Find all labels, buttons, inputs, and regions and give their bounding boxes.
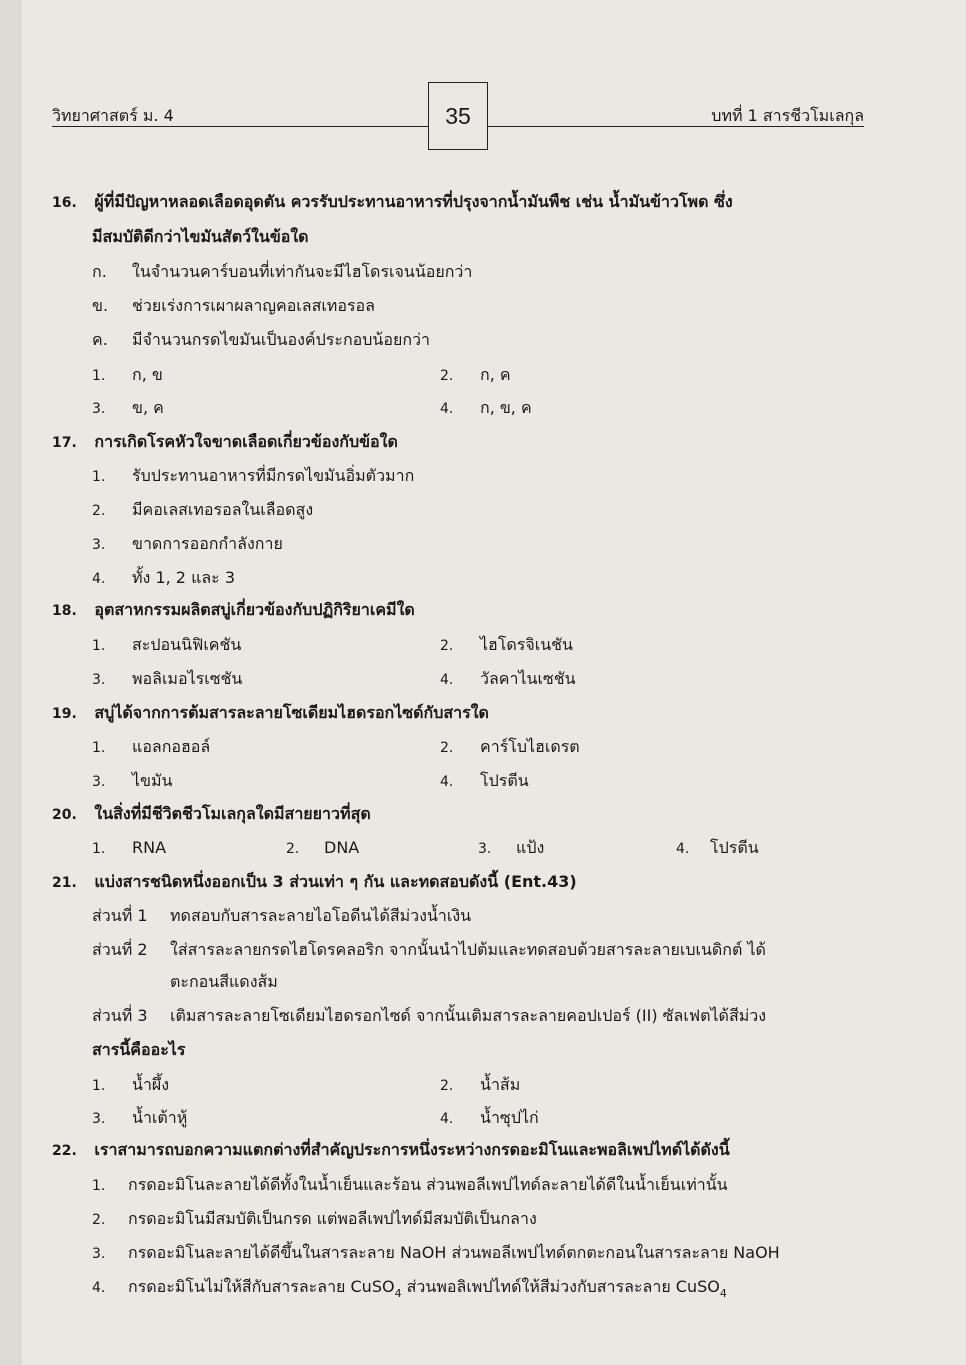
item-text: ช่วยเร่งการเผาผลาญคอเลสเทอรอล <box>132 296 375 315</box>
choice-text-part: ส่วนพอลิเพปไทด์ให้สีม่วงกับสารละลาย CuSO <box>401 1277 720 1296</box>
choice-4[interactable] <box>440 771 529 792</box>
choice-number: 1. <box>92 368 106 384</box>
choice-3[interactable] <box>478 838 545 859</box>
choice-text: รับประทานอาหารที่มีกรดไขมันอิ่มตัวมาก <box>132 466 415 485</box>
choice-text: มีคอเลสเทอรอลในเลือดสูง <box>132 500 314 519</box>
question-text: อุตสาหกรรมผลิตสบู่เกี่ยวข้องกับปฏิกิริยาเคมีใด <box>94 600 415 619</box>
choice-number: 2. <box>440 1078 454 1094</box>
choice-number: 4. <box>440 774 454 790</box>
question-number: 20. <box>52 807 77 823</box>
choice-number: 2. <box>286 841 300 857</box>
choice-number: 1. <box>92 469 106 485</box>
choice-4[interactable] <box>440 669 576 690</box>
question-number: 18. <box>52 603 77 619</box>
choice-text: วัลคาไนเซชัน <box>480 669 576 688</box>
choice-4[interactable] <box>676 838 759 859</box>
choice-text: ไฮโดรจิเนชัน <box>480 635 573 654</box>
question-17 <box>52 432 398 453</box>
question-text: การเกิดโรคหัวใจขาดเลือดเกี่ยวข้องกับข้อใด <box>94 432 398 451</box>
choice-number: 2. <box>440 638 454 654</box>
part-label: ส่วนที่ 1 <box>92 906 148 925</box>
choice-number: 1. <box>92 841 106 857</box>
choice-text: กรดอะมิโนมีสมบัติเป็นกรด แต่พอลีเพปไทด์มีสมบัติเป็นกลาง <box>128 1209 537 1228</box>
choice-2[interactable] <box>92 500 314 521</box>
question-number: 19. <box>52 706 77 722</box>
choice-text <box>128 1277 727 1304</box>
question-20 <box>52 804 371 825</box>
test-part-1 <box>92 906 472 926</box>
choice-number: 4. <box>440 401 454 417</box>
choice-1[interactable] <box>92 838 167 859</box>
choice-text: น้ำเต้าหู้ <box>132 1108 188 1127</box>
question-21-prompt: สารนี้คืออะไร <box>92 1040 186 1059</box>
question-number: 16. <box>52 195 77 211</box>
choice-1[interactable] <box>92 635 242 656</box>
choice-2[interactable] <box>440 1075 521 1096</box>
choice-number: 1. <box>92 1078 106 1094</box>
question-text: สบู่ได้จากการต้มสารละลายโซเดียมไฮดรอกไซด์กับสารใด <box>94 703 489 722</box>
part-label: ส่วนที่ 2 <box>92 940 148 959</box>
choice-number: 3. <box>92 537 106 553</box>
choice-2[interactable] <box>440 365 511 386</box>
choice-3[interactable] <box>92 1243 780 1264</box>
part-text: ใส่สารละลายกรดไฮโดรคลอริก จากนั้นนำไปต้มและทดสอบด้วยสารละลายเบเนดิกต์ ได้ <box>170 940 766 959</box>
choice-number: 1. <box>92 740 106 756</box>
test-part-2 <box>92 940 766 960</box>
question-text: ผู้ที่มีปัญหาหลอดเลือดอุดตัน ควรรับประทานอาหารที่ปรุงจากน้ำมันพืช เช่น น้ำมันข้าวโพด ซึ่ง <box>94 192 733 211</box>
choice-2[interactable] <box>92 1209 537 1230</box>
choice-text: RNA <box>132 838 167 857</box>
choice-number: 3. <box>92 1246 106 1262</box>
part-label: ส่วนที่ 3 <box>92 1006 148 1025</box>
question-text: เราสามารถบอกความแตกต่างที่สำคัญประการหนึ่งระหว่างกรดอะมิโนและพอลิเพปไทด์ได้ดังนี้ <box>94 1140 730 1159</box>
question-text: แบ่งสารชนิดหนึ่งออกเป็น 3 ส่วนเท่า ๆ กัน และทดสอบดังนี้ (Ent.43) <box>94 872 577 891</box>
choice-number: 4. <box>440 672 454 688</box>
item-text: มีจำนวนกรดไขมันเป็นองค์ประกอบน้อยกว่า <box>132 330 430 349</box>
choice-text: กรดอะมิโนละลายได้ดีขึ้นในสารละลาย NaOH ส่วนพอลีเพปไทด์ตกตะกอนในสารละลาย NaOH <box>128 1243 780 1262</box>
subscript: 4 <box>394 1287 402 1300</box>
choice-1[interactable] <box>92 365 163 386</box>
choice-text: น้ำผึ้ง <box>132 1075 170 1094</box>
test-part-2-cont: ตะกอนสีแดงส้ม <box>170 972 278 991</box>
item-label: ข. <box>92 296 109 315</box>
statement-item <box>92 296 375 316</box>
choice-3[interactable] <box>92 771 173 792</box>
choice-number: 4. <box>440 1111 454 1127</box>
choice-number: 4. <box>92 571 106 587</box>
question-number: 21. <box>52 875 77 891</box>
part-text: ทดสอบกับสารละลายไอโอดีนได้สีม่วงน้ำเงิน <box>170 906 472 925</box>
choice-text: น้ำซุปไก่ <box>480 1108 539 1127</box>
choice-3[interactable] <box>92 398 164 419</box>
statement-item <box>92 262 473 282</box>
statement-item <box>92 330 430 350</box>
choice-text: DNA <box>324 838 360 857</box>
choice-number: 4. <box>676 841 690 857</box>
choice-text: ขาดการออกกำลังกาย <box>132 534 283 553</box>
choice-3[interactable] <box>92 1108 188 1129</box>
choice-text: ก, ค <box>480 365 511 384</box>
choice-1[interactable] <box>92 737 211 758</box>
choice-4[interactable] <box>440 1108 539 1129</box>
choice-1[interactable] <box>92 1075 170 1096</box>
choice-number: 3. <box>92 774 106 790</box>
test-part-3 <box>92 1006 767 1026</box>
item-label: ค. <box>92 330 108 349</box>
choice-text: ไขมัน <box>132 771 173 790</box>
page-number-text: 35 <box>445 102 471 129</box>
choice-2[interactable] <box>286 838 360 859</box>
item-label: ก. <box>92 262 107 281</box>
choice-number: 4. <box>92 1280 106 1296</box>
choice-text: ทั้ง 1, 2 และ 3 <box>132 568 236 587</box>
choice-number: 2. <box>92 1212 106 1228</box>
question-22 <box>52 1140 730 1161</box>
question-number: 22. <box>52 1143 77 1159</box>
choice-text: แอลกอฮอล์ <box>132 737 211 756</box>
subscript: 4 <box>719 1287 727 1300</box>
choice-number: 1. <box>92 638 106 654</box>
choice-3[interactable] <box>92 534 283 555</box>
choice-2[interactable] <box>440 635 573 656</box>
header-chapter: บทที่ 1 สารชีวโมเลกุล <box>711 106 864 125</box>
question-16 <box>52 192 733 213</box>
page-number <box>428 82 488 150</box>
choice-number: 3. <box>92 672 106 688</box>
choice-4[interactable] <box>92 568 236 589</box>
choice-3[interactable] <box>92 669 243 690</box>
choice-4[interactable] <box>92 1277 727 1300</box>
choice-number: 3. <box>478 841 492 857</box>
choice-number: 2. <box>440 740 454 756</box>
choice-text: กรดอะมิโนละลายได้ดีทั้งในน้ำเย็นและร้อน ส่วนพอลีเพปไทด์ละลายได้ดีในน้ำเย็นเท่านั้น <box>128 1175 728 1194</box>
choice-text-part: กรดอะมิโนไม่ให้สีกับสารละลาย CuSO <box>128 1277 395 1296</box>
choice-4[interactable] <box>440 398 532 419</box>
choice-number: 3. <box>92 1111 106 1127</box>
choice-text: ก, ข <box>132 365 163 384</box>
choice-2[interactable] <box>440 737 580 758</box>
question-19 <box>52 703 489 724</box>
question-number: 17. <box>52 435 77 451</box>
choice-1[interactable] <box>92 466 415 487</box>
choice-text: โปรตีน <box>710 838 759 857</box>
question-16-cont: มีสมบัติดีกว่าไขมันสัตว์ในข้อใด <box>92 227 309 246</box>
choice-number: 3. <box>92 401 106 417</box>
choice-text: แป้ง <box>516 838 545 857</box>
item-text: ในจำนวนคาร์บอนที่เท่ากันจะมีไฮโดรเจนน้อยกว่า <box>132 262 473 281</box>
choice-number: 2. <box>440 368 454 384</box>
header-subject: วิทยาศาสตร์ ม. 4 <box>52 106 174 125</box>
choice-text: ข, ค <box>132 398 164 417</box>
question-21 <box>52 872 577 893</box>
choice-text: น้ำส้ม <box>480 1075 521 1094</box>
part-text: เติมสารละลายโซเดียมไฮดรอกไซด์ จากนั้นเติมสารละลายคอปเปอร์ (II) ซัลเฟตได้สีม่วง <box>170 1006 767 1025</box>
choice-text: โปรตีน <box>480 771 529 790</box>
question-18 <box>52 600 415 621</box>
question-text: ในสิ่งที่มีชีวิตชีวโมเลกุลใดมีสายยาวที่สุด <box>94 804 371 823</box>
choice-text: ก, ข, ค <box>480 398 532 417</box>
choice-text: พอลิเมอไรเซชัน <box>132 669 243 688</box>
choice-1[interactable] <box>92 1175 728 1196</box>
page-edge <box>0 0 22 1365</box>
choice-number: 1. <box>92 1178 106 1194</box>
choice-text: สะปอนนิฟิเคชัน <box>132 635 242 654</box>
choice-text: คาร์โบไฮเดรต <box>480 737 580 756</box>
choice-number: 2. <box>92 503 106 519</box>
